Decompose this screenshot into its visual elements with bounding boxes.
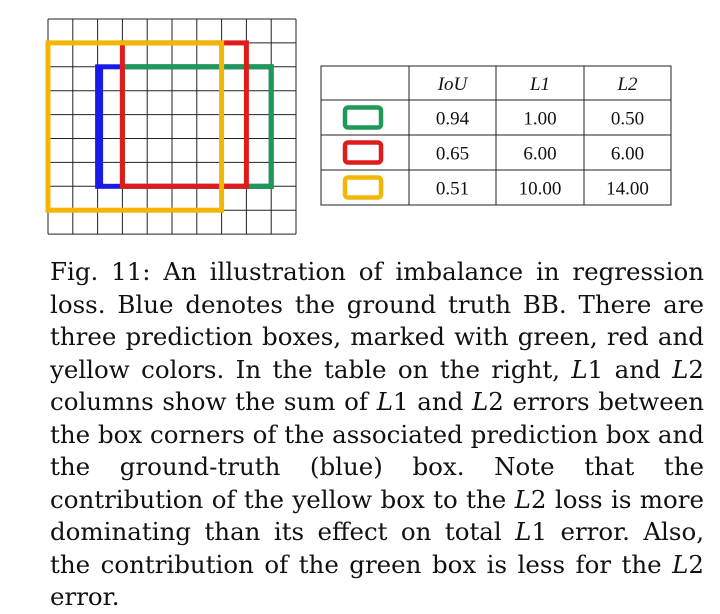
caption-text: columns show the sum of — [50, 387, 377, 416]
caption-math-l1: L — [571, 354, 588, 384]
caption-text: error. Also, the contribution of the green box is less for the — [50, 517, 704, 579]
caption-text: loss is more dominating than its effect on total — [50, 484, 704, 546]
table-cell: 1.00 — [523, 108, 557, 130]
table-cell: 10.00 — [518, 178, 562, 200]
table-cell: 6.00 — [610, 143, 645, 165]
caption-math-l2: L — [672, 354, 689, 384]
bounding-boxes — [48, 43, 271, 210]
caption-math-l1-num: 1 — [392, 387, 409, 416]
caption-math-l2: L — [514, 484, 531, 514]
caption-math-l2-num: 2 — [488, 387, 504, 416]
caption-math-l2-num: 2 — [530, 484, 547, 514]
table-cell: 14.00 — [606, 178, 649, 200]
table-cell: 0.51 — [435, 178, 470, 200]
table-cell: 0.94 — [435, 108, 470, 130]
caption-text: errors between the box corners of the associated prediction box and the ground-truth (blue) box. Note that the contribution of the yellow box to the — [50, 387, 704, 514]
caption-text: Fig. 11: An illustration of imbalance in regression loss. Blue denotes the ground truth BB. There are three prediction boxes, marked with green, red and yellow colors. In the table on the right, — [50, 257, 704, 384]
color-swatch — [345, 178, 381, 198]
table-cell: 6.00 — [523, 143, 557, 165]
caption-math-l2: L — [672, 549, 689, 579]
caption-math-l1: L — [376, 387, 393, 416]
caption-math-l2: L — [472, 387, 489, 416]
caption-math-l1-num: 1 — [587, 354, 604, 384]
figure-caption — [50, 256, 704, 614]
loss-table — [321, 66, 671, 205]
table-cell: 0.50 — [610, 108, 645, 130]
caption-math-l2-num: 2 — [688, 354, 704, 384]
caption-text: and — [408, 387, 473, 416]
caption-text: and — [603, 354, 673, 384]
caption-math-l1: L — [515, 517, 532, 546]
color-swatch — [345, 108, 381, 128]
figure-illustration — [0, 0, 720, 250]
caption-math-l2-num: 2 — [688, 549, 704, 579]
table-header-cell: IoU — [437, 74, 468, 95]
grid — [48, 19, 296, 234]
color-swatch — [345, 143, 381, 163]
caption-math-l1-num: 1 — [531, 517, 548, 546]
table-header-cell: L2 — [617, 74, 638, 95]
table-cell: 0.65 — [435, 143, 470, 165]
table-header-cell: L1 — [529, 74, 551, 95]
caption-text: error. — [50, 582, 120, 611]
